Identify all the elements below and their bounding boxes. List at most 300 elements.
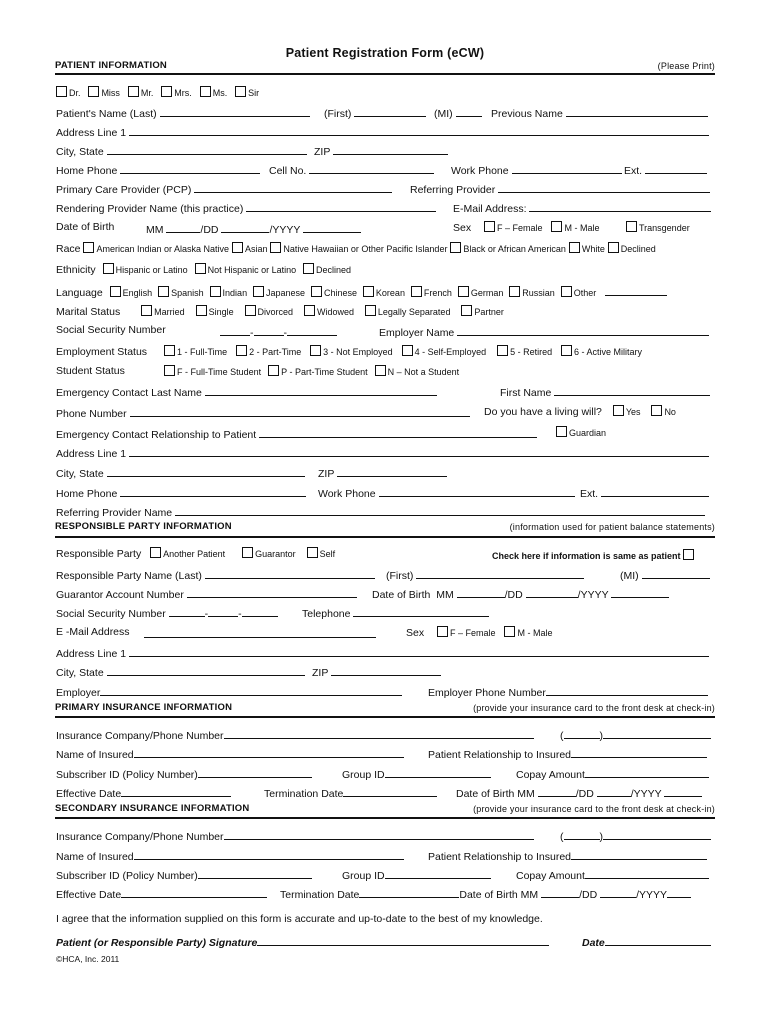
guardian-checkbox[interactable]	[556, 426, 567, 437]
primary-group-label: Group ID	[342, 769, 385, 781]
secondary-area-code-field[interactable]	[564, 828, 600, 840]
dob-dd-field[interactable]	[221, 221, 269, 233]
secondary-group-field[interactable]	[385, 867, 491, 879]
employment-retired-label: 5 - Retired	[510, 347, 553, 357]
primary-dob-dd-label: /DD	[575, 788, 594, 800]
transgender-label: Transgender	[639, 223, 690, 233]
secondary-subscriber-row	[56, 867, 716, 883]
employment-self-employed-label: 4 - Self-Employed	[414, 347, 487, 357]
rp-employer-label: Employer	[56, 687, 101, 699]
employment-fulltime-checkbox[interactable]	[164, 345, 175, 356]
student-fulltime-checkbox[interactable]	[164, 365, 175, 376]
student-parttime-label: P - Part-Time Student	[281, 367, 368, 377]
title-mr-checkbox[interactable]	[128, 86, 139, 97]
marital-single-label: Single	[208, 307, 234, 317]
ssn-label: Social Security Number	[56, 324, 166, 336]
title-dr-label: Dr.	[69, 88, 81, 98]
race-declined-label: Declined	[620, 244, 656, 254]
marital-status-label: Marital Status	[56, 306, 121, 318]
rp-dob-dd-label: /DD	[504, 589, 523, 601]
marital-single-checkbox[interactable]	[196, 305, 207, 316]
ec-relationship-row	[56, 426, 716, 442]
language-russian-checkbox[interactable]	[509, 286, 520, 297]
address-row	[56, 124, 716, 140]
dob-dd-label: /DD	[200, 224, 219, 236]
signature-field[interactable]	[257, 934, 549, 946]
patient-name-row	[56, 105, 716, 121]
rp-guarantor-checkbox[interactable]	[242, 547, 253, 558]
guarantor-row	[56, 586, 716, 602]
title-dr-checkbox[interactable]	[56, 86, 67, 97]
dob-mm-field[interactable]	[166, 221, 200, 233]
referring-provider-label: Referring Provider	[410, 184, 496, 196]
language-english-checkbox[interactable]	[110, 286, 121, 297]
rp-dob-label: Date of Birth	[372, 589, 431, 601]
rp-zip-field[interactable]	[331, 664, 441, 676]
ext-field[interactable]	[645, 162, 707, 174]
rp-city-row	[56, 664, 716, 680]
rp-self-checkbox[interactable]	[307, 547, 318, 558]
primary-copay-label: Copay Amount	[516, 769, 585, 781]
primary-dates-row	[56, 785, 716, 801]
zip-field[interactable]	[333, 143, 448, 155]
primary-subscriber-label: Subscriber ID (Policy Number)	[56, 769, 198, 781]
secondary-insured-row	[56, 848, 716, 864]
referring-provider-field[interactable]	[498, 181, 710, 193]
previous-name-label: Previous Name	[491, 108, 563, 120]
ec-ext-field[interactable]	[601, 485, 709, 497]
rp-sex-male-checkbox[interactable]	[504, 626, 515, 637]
primary-dob-label: Date of Birth MM	[456, 788, 535, 800]
language-german-checkbox[interactable]	[458, 286, 469, 297]
language-chinese-label: Chinese	[323, 288, 357, 298]
rp-mi-label: (MI)	[620, 570, 639, 582]
primary-dob-yyyy-field[interactable]	[664, 785, 702, 797]
race-asian-label: Asian	[244, 244, 268, 254]
responsible-party-type-row	[56, 547, 716, 563]
secondary-subscriber-label: Subscriber ID (Policy Number)	[56, 870, 198, 882]
primary-company-label: Insurance Company/Phone Number	[56, 730, 224, 742]
title-ms-label: Ms.	[212, 88, 228, 98]
secondary-company-field[interactable]	[224, 828, 534, 840]
email-label: E-Mail Address:	[453, 203, 527, 215]
employment-military-checkbox[interactable]	[561, 345, 572, 356]
secondary-dob-yyyy-label: /YYYY	[636, 889, 668, 901]
race-black-checkbox[interactable]	[450, 242, 461, 253]
language-other-field[interactable]	[605, 284, 667, 296]
zip-label: ZIP	[314, 146, 331, 158]
language-other-label: Other	[573, 288, 597, 298]
phones-row	[56, 162, 716, 178]
language-korean-label: Korean	[375, 288, 405, 298]
ssn-part1-field[interactable]	[220, 324, 250, 336]
ec-address-field[interactable]	[129, 445, 709, 457]
employment-row	[56, 345, 716, 361]
title-ms-checkbox[interactable]	[200, 86, 211, 97]
rp-sex-female-label: F – Female	[450, 628, 496, 638]
primary-effective-label: Effective Date	[56, 788, 122, 800]
referring-provider-name-row	[56, 504, 716, 520]
ec-phone-field[interactable]	[130, 405, 470, 417]
race-black-label: Black or African American	[463, 244, 566, 254]
rendering-provider-label: Rendering Provider Name (this practice)	[56, 203, 244, 215]
language-other-checkbox[interactable]	[561, 286, 572, 297]
language-spanish-label: Spanish	[171, 288, 204, 298]
ec-address-row	[56, 445, 716, 461]
employment-not-employed-checkbox[interactable]	[310, 345, 321, 356]
marital-widowed-label: Widowed	[316, 307, 354, 317]
primary-insurance-title: PRIMARY INSURANCE INFORMATION	[55, 702, 233, 713]
email-field[interactable]	[529, 200, 711, 212]
primary-copay-field[interactable]	[585, 766, 709, 778]
cell-no-label: Cell No.	[269, 165, 307, 177]
ec-phones-row	[56, 485, 716, 501]
secondary-company-label: Insurance Company/Phone Number	[56, 831, 224, 843]
living-will-yes-checkbox[interactable]	[613, 405, 624, 416]
employment-retired-checkbox[interactable]	[497, 345, 508, 356]
student-row	[56, 365, 716, 381]
ethnicity-hispanic-checkbox[interactable]	[103, 263, 114, 274]
secondary-termination-field[interactable]	[359, 886, 459, 898]
rp-employer-phone-label: Employer Phone Number	[428, 687, 546, 699]
marital-partner-checkbox[interactable]	[461, 305, 472, 316]
rendering-provider-field[interactable]	[246, 200, 436, 212]
title-sir-checkbox[interactable]	[235, 86, 246, 97]
rp-self-label: Self	[319, 549, 336, 559]
race-native-hawaiian-checkbox[interactable]	[270, 242, 281, 253]
form-title: Patient Registration Form (eCW)	[285, 46, 485, 60]
employment-self-employed-checkbox[interactable]	[402, 345, 413, 356]
ec-city-state-field[interactable]	[107, 465, 305, 477]
rp-telephone-label: Telephone	[302, 608, 351, 620]
primary-company-row: Insurance Company/Phone Number ( )	[56, 727, 716, 743]
ec-work-phone-field[interactable]	[379, 485, 575, 497]
address-line1-field[interactable]	[129, 124, 709, 136]
ethnicity-hispanic-label: Hispanic or Latino	[115, 265, 188, 275]
sex-female-label: F – Female	[497, 223, 543, 233]
secondary-dob-dd-field[interactable]	[600, 886, 636, 898]
same-as-patient-checkbox[interactable]	[683, 549, 694, 560]
city-state-label: City, State	[56, 146, 104, 158]
work-phone-field[interactable]	[512, 162, 622, 174]
language-spanish-checkbox[interactable]	[158, 286, 169, 297]
cell-no-field[interactable]	[309, 162, 434, 174]
rp-ssn-part3-field[interactable]	[242, 605, 278, 617]
primary-termination-field[interactable]	[343, 785, 437, 797]
language-japanese-checkbox[interactable]	[253, 286, 264, 297]
secondary-dob-yyyy-field[interactable]	[667, 886, 691, 898]
rp-last-name-field[interactable]	[205, 567, 375, 579]
rp-dob-mm-field[interactable]	[457, 586, 505, 598]
primary-group-field[interactable]	[385, 766, 491, 778]
title-options-row	[56, 86, 716, 102]
referring-provider-name-field[interactable]	[175, 504, 705, 516]
rp-guarantor-label: Guarantor	[255, 549, 296, 559]
title-miss-checkbox[interactable]	[88, 86, 99, 97]
primary-dob-dd-field[interactable]	[597, 785, 631, 797]
secondary-effective-field[interactable]	[121, 886, 267, 898]
primary-termination-label: Termination Date	[264, 788, 344, 800]
race-white-checkbox[interactable]	[569, 242, 580, 253]
race-native-hawaiian-label: Native Hawaiian or Other Pacific Islander	[283, 244, 448, 254]
dob-sex-row	[56, 221, 716, 237]
city-state-field[interactable]	[107, 143, 307, 155]
ext-label: Ext.	[624, 165, 643, 177]
rp-employer-row	[56, 684, 716, 700]
ethnicity-row	[56, 263, 716, 279]
responsible-party-header	[55, 521, 715, 535]
employment-parttime-checkbox[interactable]	[236, 345, 247, 356]
rp-dob-mm-label: MM	[436, 589, 454, 601]
last-name-field[interactable]	[160, 105, 310, 117]
rp-address-field[interactable]	[129, 645, 709, 657]
primary-subscriber-field[interactable]	[198, 766, 312, 778]
primary-dob-mm-field[interactable]	[538, 785, 576, 797]
ec-address-label: Address Line 1	[56, 448, 127, 460]
pcp-field[interactable]	[194, 181, 392, 193]
secondary-phone-field[interactable]	[603, 828, 711, 840]
ec-work-phone-label: Work Phone	[318, 488, 376, 500]
rp-name-row	[56, 567, 716, 583]
ethnicity-label: Ethnicity	[56, 264, 96, 276]
mi-field[interactable]	[456, 105, 482, 117]
rp-city-state-label: City, State	[56, 667, 104, 679]
referring-provider-name-label: Referring Provider Name	[56, 507, 173, 519]
secondary-insurance-title: SECONDARY INSURANCE INFORMATION	[55, 803, 250, 814]
ssn-part3-field[interactable]	[287, 324, 337, 336]
marital-separated-checkbox[interactable]	[365, 305, 376, 316]
rp-last-name-label: Responsible Party Name (Last)	[56, 570, 202, 582]
secondary-insurance-rule	[55, 817, 715, 819]
ethnicity-not-hispanic-checkbox[interactable]	[195, 263, 206, 274]
ethnicity-not-hispanic-label: Not Hispanic or Latino	[207, 265, 297, 275]
ec-relationship-field[interactable]	[259, 426, 537, 438]
rp-first-name-field[interactable]	[416, 567, 584, 579]
language-row	[56, 284, 716, 300]
rp-first-name-label: (First)	[386, 570, 414, 582]
dob-mm-label: MM	[146, 224, 164, 236]
employment-fulltime-label: 1 - Full-Time	[176, 347, 228, 357]
rp-another-patient-label: Another Patient	[163, 549, 226, 559]
patient-info-header	[55, 60, 715, 74]
city-state-row	[56, 143, 716, 159]
rp-dob-yyyy-label: /YYYY	[577, 589, 609, 601]
secondary-copay-label: Copay Amount	[516, 870, 585, 882]
rp-sex-male-label: M - Male	[517, 628, 553, 638]
title-mr-label: Mr.	[140, 88, 154, 98]
responsible-party-rule	[55, 536, 715, 538]
rendering-provider-row	[56, 200, 716, 216]
secondary-relationship-field[interactable]	[571, 848, 707, 860]
primary-insurance-rule	[55, 716, 715, 718]
race-asian-checkbox[interactable]	[232, 242, 243, 253]
marital-divorced-checkbox[interactable]	[245, 305, 256, 316]
responsible-party-label: Responsible Party	[56, 548, 142, 560]
ethnicity-declined-checkbox[interactable]	[303, 263, 314, 274]
rp-ssn-part2-field[interactable]	[208, 605, 238, 617]
primary-relationship-field[interactable]	[571, 746, 707, 758]
primary-insured-row	[56, 746, 716, 762]
signature-date-field[interactable]	[605, 934, 711, 946]
rp-zip-label: ZIP	[312, 667, 329, 679]
rp-address-label: Address Line 1	[56, 648, 127, 660]
student-parttime-checkbox[interactable]	[268, 365, 279, 376]
patient-info-rule	[55, 73, 715, 75]
secondary-company-row: Insurance Company/Phone Number ( )	[56, 828, 716, 844]
previous-name-field[interactable]	[566, 105, 708, 117]
living-will-no-checkbox[interactable]	[651, 405, 662, 416]
rp-another-patient-checkbox[interactable]	[150, 547, 161, 558]
please-print-note: (Please Print)	[657, 61, 715, 71]
ec-city-row	[56, 465, 716, 481]
secondary-insured-label: Name of Insured	[56, 851, 134, 863]
marital-widowed-checkbox[interactable]	[304, 305, 315, 316]
marital-row	[56, 305, 716, 321]
student-not-student-checkbox[interactable]	[375, 365, 386, 376]
race-american-indian-checkbox[interactable]	[83, 242, 94, 253]
ec-ext-label: Ext.	[580, 488, 599, 500]
secondary-dob-mm-field[interactable]	[541, 886, 579, 898]
signature-date-label: Date	[582, 937, 605, 949]
dob-yyyy-field[interactable]	[303, 221, 361, 233]
living-will-label: Do you have a living will?	[484, 406, 602, 418]
emergency-first-name-label: First Name	[500, 387, 552, 399]
rp-sex-female-checkbox[interactable]	[437, 626, 448, 637]
rp-dob-yyyy-field[interactable]	[611, 586, 669, 598]
phone-living-will-row	[56, 405, 716, 421]
language-english-label: English	[122, 288, 153, 298]
employment-status-label: Employment Status	[56, 346, 148, 358]
work-phone-label: Work Phone	[451, 165, 509, 177]
primary-insured-label: Name of Insured	[56, 749, 134, 761]
sex-female-checkbox[interactable]	[484, 221, 495, 232]
sex-label: Sex	[453, 222, 472, 234]
student-status-label: Student Status	[56, 365, 125, 377]
rp-city-state-field[interactable]	[107, 664, 305, 676]
marital-partner-label: Partner	[474, 307, 504, 317]
rp-telephone-field[interactable]	[353, 605, 489, 617]
title-mrs-checkbox[interactable]	[161, 86, 172, 97]
rp-employer-phone-field[interactable]	[546, 684, 708, 696]
language-chinese-checkbox[interactable]	[311, 286, 322, 297]
rp-sex-label: Sex	[406, 627, 425, 639]
primary-relationship-label: Patient Relationship to Insured	[428, 749, 572, 761]
sex-male-label: M - Male	[564, 223, 600, 233]
language-french-checkbox[interactable]	[411, 286, 422, 297]
rp-employer-field[interactable]	[100, 684, 402, 696]
last-name-label: Patient's Name (Last)	[56, 108, 157, 120]
guarantor-account-field[interactable]	[187, 586, 357, 598]
transgender-checkbox[interactable]	[626, 221, 637, 232]
responsible-party-title: RESPONSIBLE PARTY INFORMATION	[55, 521, 232, 532]
marital-separated-label: Legally Separated	[377, 307, 451, 317]
primary-insurance-header	[55, 702, 715, 716]
student-fulltime-label: F - Full-Time Student	[177, 367, 262, 377]
emergency-first-name-field[interactable]	[554, 384, 710, 396]
patient-info-title: PATIENT INFORMATION	[55, 60, 167, 71]
secondary-termination-label: Termination Date	[280, 889, 360, 901]
rp-email-row	[56, 626, 716, 642]
home-phone-field[interactable]	[120, 162, 260, 174]
marital-divorced-label: Divorced	[257, 307, 294, 317]
secondary-effective-label: Effective Date	[56, 889, 122, 901]
ec-zip-label: ZIP	[318, 468, 335, 480]
rp-email-field[interactable]	[144, 626, 376, 638]
primary-insured-field[interactable]	[134, 746, 404, 758]
ec-city-state-label: City, State	[56, 468, 104, 480]
mi-label: (MI)	[434, 108, 453, 120]
ssn-row: Social Security Number - - Employer Name	[56, 324, 716, 340]
home-phone-label: Home Phone	[56, 165, 118, 177]
secondary-insured-field[interactable]	[134, 848, 404, 860]
language-german-label: German	[470, 288, 504, 298]
pcp-row	[56, 181, 716, 197]
language-french-label: French	[423, 288, 452, 298]
language-korean-checkbox[interactable]	[363, 286, 374, 297]
race-row	[56, 242, 716, 258]
emergency-last-name-field[interactable]	[205, 384, 437, 396]
employment-not-employed-label: 3 - Not Employed	[323, 347, 393, 357]
secondary-relationship-label: Patient Relationship to Insured	[428, 851, 572, 863]
emergency-contact-label: Emergency Contact Last Name	[56, 387, 202, 399]
employment-parttime-label: 2 - Part-Time	[249, 347, 302, 357]
rp-ssn-label: Social Security Number	[56, 608, 166, 620]
first-name-label: (First)	[324, 108, 352, 120]
same-as-patient-label: Check here if information is same as patient	[492, 551, 681, 561]
address-line1-label: Address Line 1	[56, 127, 127, 139]
pcp-label: Primary Care Provider (PCP)	[56, 184, 192, 196]
ec-zip-field[interactable]	[337, 465, 447, 477]
employer-name-label: Employer Name	[379, 327, 455, 339]
race-label: Race	[56, 243, 81, 255]
agreement-text: I agree that the information supplied on this form is accurate and up-to-date to the best of my knowledge.	[56, 913, 543, 925]
language-japanese-label: Japanese	[266, 288, 306, 298]
title-miss-label: Miss	[101, 88, 120, 98]
language-indian-label: Indian	[222, 288, 248, 298]
copyright: ©HCA, Inc. 2011	[56, 954, 120, 964]
secondary-dob-label: Date of Birth MM	[459, 889, 539, 901]
secondary-group-label: Group ID	[342, 870, 385, 882]
first-name-field[interactable]	[354, 105, 426, 117]
marital-married-checkbox[interactable]	[141, 305, 152, 316]
rp-email-label: E -Mail Address	[56, 626, 130, 638]
language-indian-checkbox[interactable]	[210, 286, 221, 297]
secondary-dob-dd-label: /DD	[579, 889, 598, 901]
primary-area-code-field[interactable]	[564, 727, 600, 739]
ec-relationship-label: Emergency Contact Relationship to Patient	[56, 429, 257, 441]
secondary-insurance-note: (provide your insurance card to the front desk at check-in)	[473, 804, 715, 814]
sex-male-checkbox[interactable]	[551, 221, 562, 232]
race-declined-checkbox[interactable]	[608, 242, 619, 253]
ssn-part2-field[interactable]	[254, 324, 284, 336]
guardian-label: Guardian	[569, 428, 607, 438]
primary-phone-field[interactable]	[603, 727, 711, 739]
race-white-label: White	[581, 244, 605, 254]
primary-effective-field[interactable]	[121, 785, 231, 797]
employer-name-field[interactable]	[457, 324, 709, 336]
primary-company-field[interactable]	[224, 727, 534, 739]
rp-dob-dd-field[interactable]	[526, 586, 578, 598]
language-russian-label: Russian	[522, 288, 555, 298]
primary-insurance-note: (provide your insurance card to the front desk at check-in)	[473, 703, 715, 713]
rp-ssn-part1-field[interactable]	[169, 605, 205, 617]
secondary-subscriber-field[interactable]	[198, 867, 312, 879]
ec-home-phone-field[interactable]	[120, 485, 306, 497]
ethnicity-declined-label: Declined	[316, 265, 352, 275]
secondary-copay-field[interactable]	[585, 867, 709, 879]
rp-mi-field[interactable]	[642, 567, 710, 579]
rp-address-row	[56, 645, 716, 661]
